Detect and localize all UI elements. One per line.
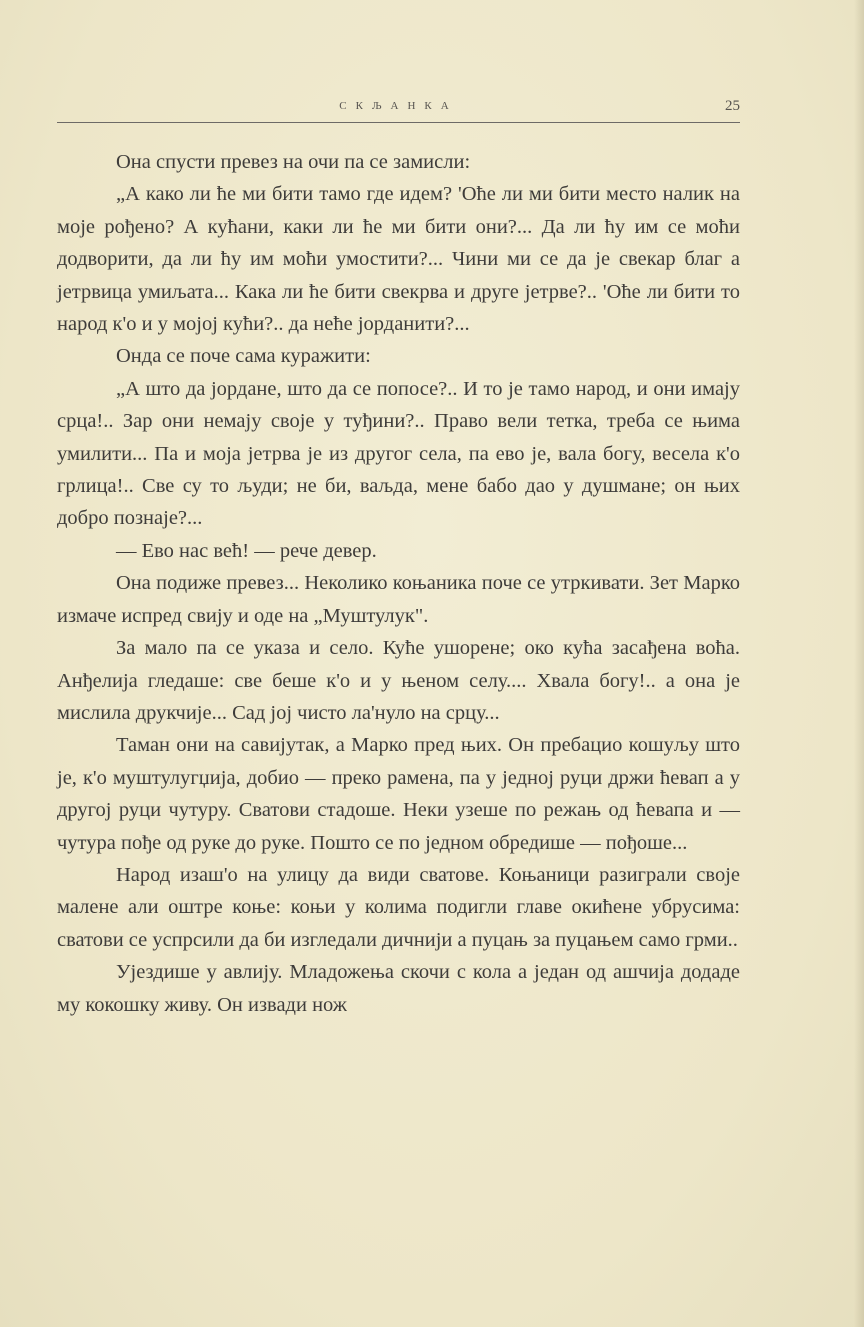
page-number: 25 [725, 98, 740, 114]
paragraph: „А како ли ће ми бити тамо где идем? 'Оће ли ми бити место налик на моје рођено? А кућани, каки ли ће ми бити они?... Да ли ћу им се моћи додворити, да ли ћу им моћи умостити?... Чини ми се да је свекар благ а јетрвица умиљата... Кака ли ће бити свекрва и друге јетрве?.. 'Оће ли бити то народ к'о и у мојој кући?.. да неће јорданити?... [57, 183, 740, 336]
body-text [57, 146, 740, 1021]
page-header [57, 98, 740, 123]
running-title: СКЉАНКА [339, 100, 458, 112]
paragraph: „А што да јордане, што да се попосе?.. И то је тамо народ, и они имају срца!.. Зар они немају своје у туђини?.. Право вели тетка, треба се њима умилити... Па и моја јетрва је из другог села, па ево је, вала богу, весела к'о грлица!.. Све су то људи; не би, ваљда, мене бабо дао у душмане; он њих добро познаје?... [57, 377, 740, 530]
paragraph: Онда се поче сама куражити: [116, 345, 371, 368]
paragraph: Ујездише у авлију. Младожења скочи с кола а један од ашчија додаде му кокошку живу. Он извади нож [57, 961, 740, 1016]
paragraph: — Ево нас већ! — рече девер. [116, 539, 377, 562]
paragraph: За мало па се указа и село. Куће ушорене; око кућа засађена воћа. Анђелија гледаше: све беше к'о и у њеном селу.... Хвала богу!.. а она је мислила друкчије... Сад јој чисто ла'нуло на срцу... [57, 637, 740, 724]
paragraph: Она спусти превез на очи па се замисли: [116, 151, 471, 173]
paragraph: Она подиже превез... Неколико коњаника поче се утркивати. Зет Марко измаче испред свију и оде на „Муштулук". [57, 572, 740, 627]
page-edge-shadow [854, 0, 864, 1327]
paragraph: Таман они на савијутак, а Марко пред њих. Он пребацио кошуљу што је, к'о муштулугџија, добио — преко рамена, па у једној руци држи ћевап а у другој руци чутуру. Сватови стадоше. Неки узеше по режањ од ћевапа и — чутура пођe од руке до руке. Пошто се по једном обредише — пођоше... [57, 734, 740, 854]
paragraph: Народ изаш'о на улицу да види сватове. Коњаници разиграли своје малене али оштре коње: коњи у колима подигли главе окићене убрусима: сватови се успрсили да би изгледали дичнији а пуцањ за пуцањем само грми.. [57, 863, 740, 951]
